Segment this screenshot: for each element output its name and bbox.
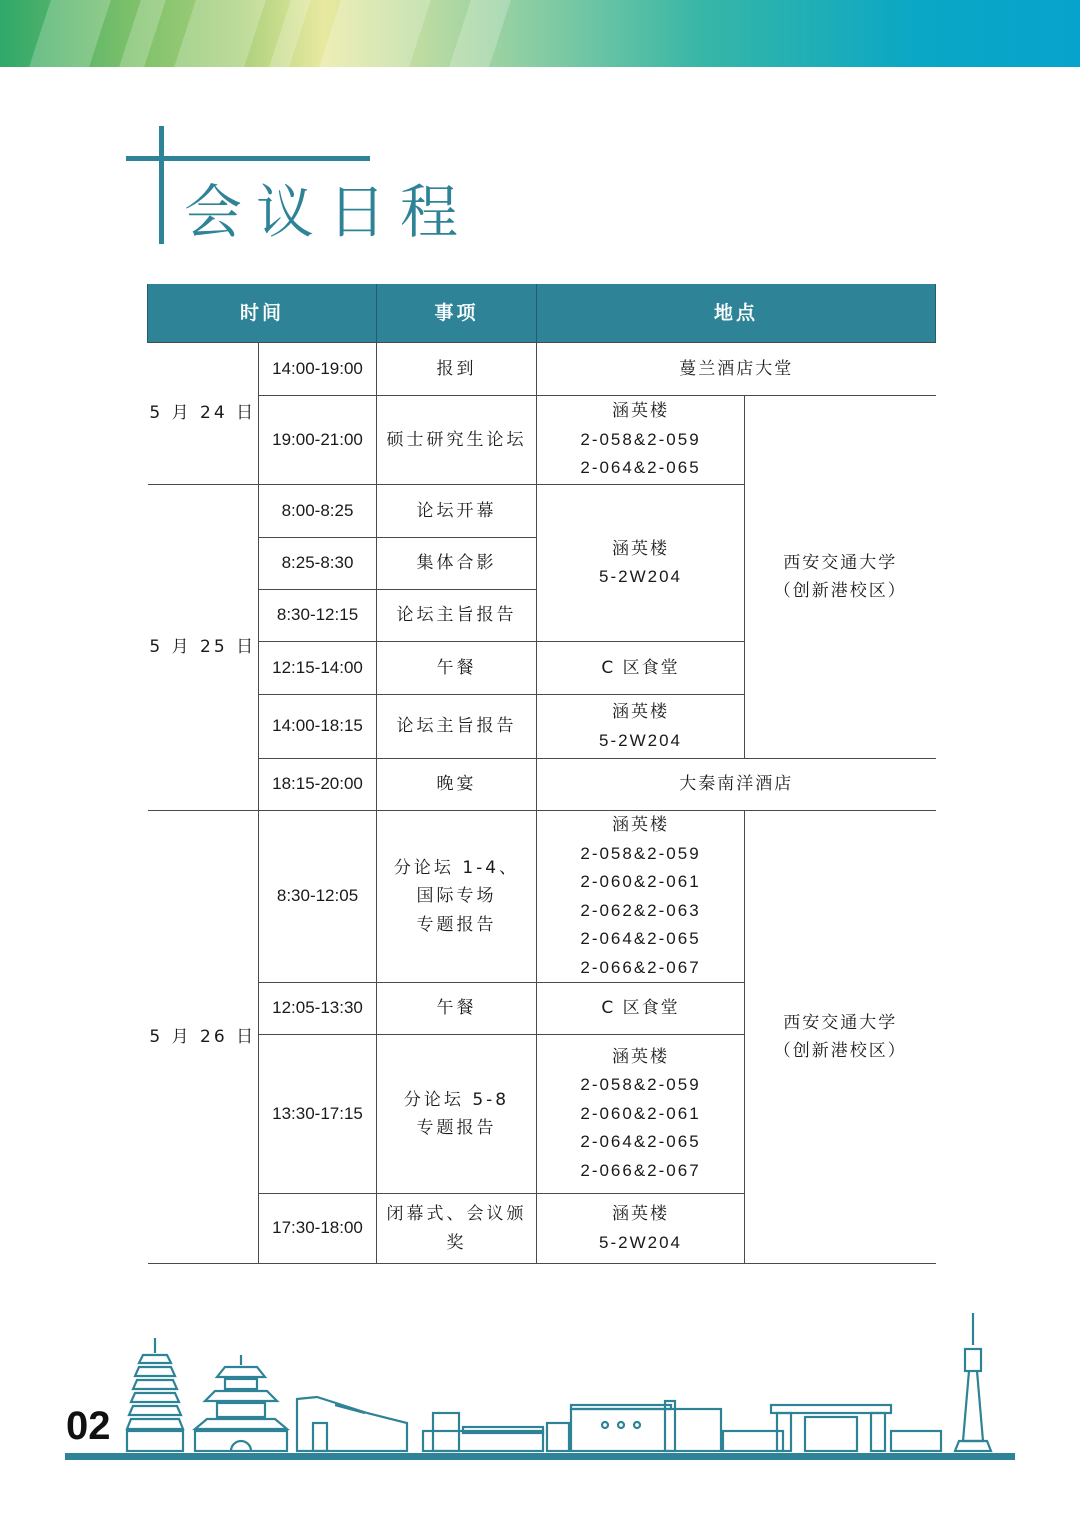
location-line: 2-058&2-059 (580, 429, 701, 449)
location-cell: C 区食堂 (537, 983, 745, 1035)
location-cell: 大秦南洋酒店 (537, 759, 936, 811)
event-cell: 论坛主旨报告 (377, 695, 537, 759)
schedule-table (147, 284, 936, 1264)
city-skyline-illustration (65, 1305, 1015, 1465)
event-cell (377, 1035, 537, 1194)
event-cell: 集体合影 (377, 538, 537, 590)
event-cell: 午餐 (377, 642, 537, 695)
location-line: 2-060&2-061 (580, 1103, 701, 1123)
table-row (148, 811, 936, 983)
campus-cell (745, 396, 936, 759)
date-cell: 5 月 24 日 (148, 343, 259, 485)
event-cell: 论坛主旨报告 (377, 590, 537, 642)
location-line: 5-2W204 (599, 1232, 682, 1252)
time-cell: 14:00-18:15 (259, 695, 377, 759)
time-cell: 14:00-19:00 (259, 343, 377, 396)
header-event: 事项 (377, 284, 537, 343)
date-cell: 5 月 25 日 (148, 485, 259, 811)
campus-cell (745, 811, 936, 1264)
location-cell (537, 485, 745, 642)
location-cell (537, 1035, 745, 1194)
top-banner (0, 0, 1080, 67)
event-line: 专题报告 (416, 914, 497, 935)
event-line: 分论坛 1-4、 (393, 857, 520, 878)
location-line: 涵英楼 (612, 815, 670, 835)
header-time: 时间 (148, 284, 377, 343)
campus-line: 西安交通大学 (783, 1012, 898, 1033)
date-cell: 5 月 26 日 (148, 811, 259, 1264)
time-cell: 17:30-18:00 (259, 1194, 377, 1264)
time-cell: 12:05-13:30 (259, 983, 377, 1035)
table-header-row (148, 284, 936, 343)
location-line: 2-060&2-061 (580, 872, 701, 891)
location-line: 2-064&2-065 (580, 458, 701, 478)
location-cell (537, 396, 745, 485)
location-line: 2-064&2-065 (580, 929, 701, 948)
location-line: 涵英楼 (612, 1046, 670, 1067)
location-cell: C 区食堂 (537, 642, 745, 695)
location-line: 2-058&2-059 (580, 1075, 701, 1095)
event-cell: 晚宴 (377, 759, 537, 811)
time-cell: 13:30-17:15 (259, 1035, 377, 1194)
location-line: 5-2W204 (599, 567, 682, 586)
event-cell: 报到 (377, 343, 537, 396)
time-cell: 8:25-8:30 (259, 538, 377, 590)
location-line: 5-2W204 (599, 730, 682, 750)
location-line: 2-066&2-067 (580, 1160, 701, 1180)
page-number: 02 (66, 1404, 111, 1448)
location-line: 2-062&2-063 (580, 900, 701, 920)
page-title: 会议日程 (184, 178, 473, 246)
time-cell: 18:15-20:00 (259, 759, 377, 811)
location-line: 涵英楼 (612, 538, 670, 559)
location-cell (537, 1194, 745, 1264)
location-cell: 蔓兰酒店大堂 (537, 343, 936, 396)
location-line: 涵英楼 (612, 1204, 670, 1224)
event-cell: 论坛开幕 (377, 485, 537, 538)
event-line: 国际专场 (416, 886, 497, 907)
table-row (148, 759, 936, 811)
time-cell: 12:15-14:00 (259, 642, 377, 695)
event-cell: 闭幕式、会议颁奖 (377, 1194, 537, 1264)
campus-line: （创新港校区） (773, 581, 907, 601)
event-cell (377, 811, 537, 983)
location-cell (537, 811, 745, 983)
event-cell: 硕士研究生论坛 (377, 396, 537, 485)
time-cell: 19:00-21:00 (259, 396, 377, 485)
table-row (148, 343, 936, 396)
time-cell: 8:30-12:15 (259, 590, 377, 642)
campus-line: 西安交通大学 (783, 552, 898, 573)
campus-line: （创新港校区） (773, 1041, 907, 1061)
location-cell (537, 695, 745, 759)
header-location: 地点 (537, 284, 936, 343)
title-decor-vertical (159, 126, 164, 244)
location-line: 2-066&2-067 (580, 957, 701, 977)
location-line: 涵英楼 (612, 401, 670, 422)
event-line: 专题报告 (416, 1118, 497, 1138)
location-line: 2-058&2-059 (580, 843, 701, 863)
location-line: 涵英楼 (612, 702, 670, 722)
event-line: 分论坛 5-8 (403, 1089, 510, 1110)
time-cell: 8:30-12:05 (259, 811, 377, 983)
table-row (148, 396, 936, 485)
event-cell: 午餐 (377, 983, 537, 1035)
location-line: 2-064&2-065 (580, 1132, 701, 1152)
time-cell: 8:00-8:25 (259, 485, 377, 538)
